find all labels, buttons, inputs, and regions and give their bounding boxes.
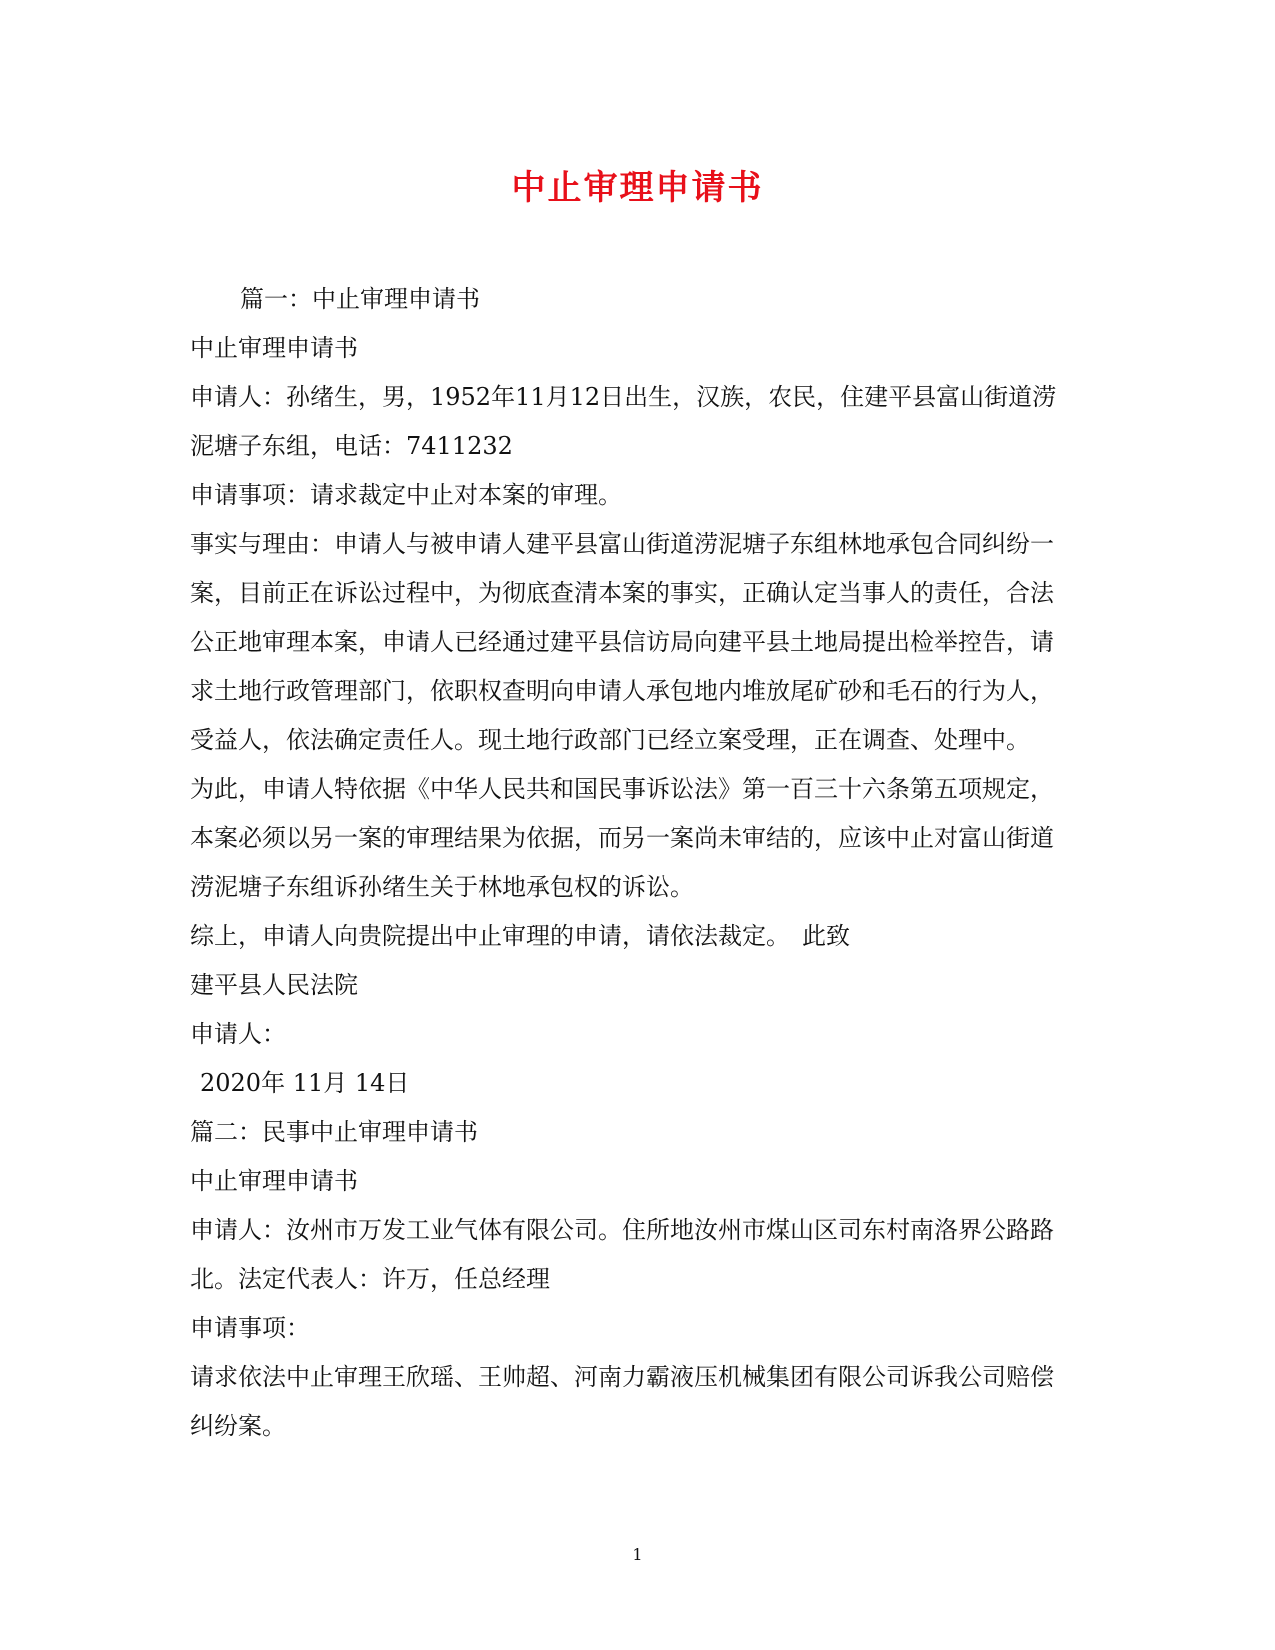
section-heading-2: 篇二：民事中止审理申请书 — [190, 1118, 478, 1146]
paragraph: 综上，申请人向贵院提出中止审理的申请，请依法裁定。 此致 — [190, 922, 850, 950]
paragraph: 建平县人民法院 — [190, 971, 358, 999]
paragraph: 中止审理申请书 — [190, 1167, 358, 1195]
paragraph: 申请人：孙绪生，男，1952年11月12日出生，汉族，农民，住建平县富山街道涝泥塘子东组，电话：7411232 — [190, 383, 1057, 460]
paragraph: 申请事项：请求裁定中止对本案的审理。 — [190, 481, 622, 509]
document-body — [190, 275, 1070, 1451]
page-number: 1 — [632, 1545, 643, 1564]
section-heading-1: 篇一：中止审理申请书 — [240, 285, 480, 313]
date-line: 2020年 11月 14日 — [200, 1069, 410, 1097]
paragraph: 中止审理申请书 — [190, 334, 358, 362]
paragraph: 请求依法中止审理王欣瑶、王帅超、河南力霸液压机械集团有限公司诉我公司赔偿纠纷案。 — [190, 1363, 1054, 1440]
document-title: 中止审理申请书 — [511, 168, 764, 208]
paragraph: 申请事项： — [190, 1314, 310, 1342]
paragraph: 为此，申请人特依据《中华人民共和国民事诉讼法》第一百三十六条第五项规定，本案必须以另一案的审理结果为依据，而另一案尚未审结的，应该中止对富山街道涝泥塘子东组诉孙绪生关于林地承包权的诉讼。 — [190, 775, 1054, 901]
paragraph: 事实与理由：申请人与被申请人建平县富山街道涝泥塘子东组林地承包合同纠纷一案，目前正在诉讼过程中，为彻底查清本案的事实，正确认定当事人的责任，合法公正地审理本案，申请人已经通过建平县信访局向建平县土地局提出检举控告，请求土地行政管理部门，依职权查明向申请人承包地内堆放尾矿砂和毛石的行为人，受益人，依法确定责任人。现土地行政部门已经立案受理，正在调查、处理中。 — [190, 530, 1054, 754]
paragraph: 申请人： — [190, 1020, 286, 1048]
paragraph: 申请人：汝州市万发工业气体有限公司。住所地汝州市煤山区司东村南洛界公路路北。法定代表人：许万，任总经理 — [190, 1216, 1054, 1293]
